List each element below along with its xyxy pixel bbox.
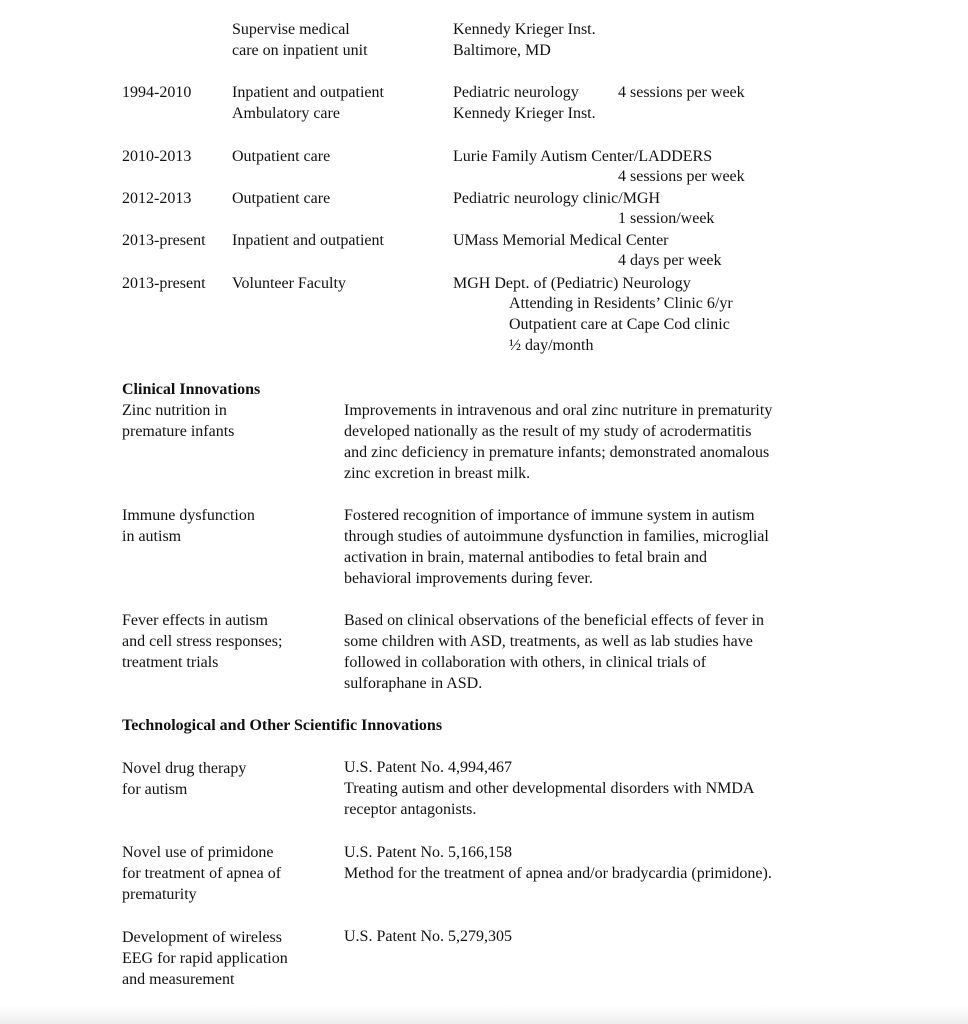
label-line: treatment trials bbox=[122, 654, 219, 671]
innovation-description bbox=[344, 926, 512, 947]
label-line: in autism bbox=[122, 528, 182, 545]
place-line: Pediatric neurology bbox=[453, 84, 579, 101]
description-line: through studies of autoimmune dysfunction in families, microglial bbox=[344, 528, 769, 545]
description-line: Fostered recognition of importance of immune system in autism bbox=[344, 507, 755, 524]
description-line: followed in collaboration with others, in clinical trials of bbox=[344, 654, 707, 671]
description-line: U.S. Patent No. 5,279,305 bbox=[344, 928, 512, 945]
innovation-label bbox=[122, 610, 282, 673]
innovation-description bbox=[344, 610, 764, 694]
page-bottom-edge bbox=[0, 1006, 968, 1024]
employment-role bbox=[232, 19, 368, 61]
role-line: Ambulatory care bbox=[232, 105, 340, 122]
employment-place: UMass Memorial Medical Center bbox=[453, 232, 669, 249]
description-line: activation in brain, maternal antibodies to fetal brain and bbox=[344, 549, 707, 566]
employment-sessions: 4 sessions per week bbox=[618, 84, 745, 101]
innovation-description bbox=[344, 842, 772, 884]
innovation-label bbox=[122, 842, 281, 905]
label-line: prematurity bbox=[122, 886, 197, 903]
innovation-label bbox=[122, 505, 255, 547]
employment-years: 2013-present bbox=[122, 275, 206, 292]
detail-line: Attending in Residents’ Clinic 6/yr bbox=[509, 295, 733, 312]
description-line: receptor antagonists. bbox=[344, 801, 477, 818]
innovation-description bbox=[344, 757, 754, 820]
description-line: Treating autism and other developmental disorders with NMDA bbox=[344, 780, 755, 797]
description-line: Improvements in intravenous and oral zinc nutriture in prematurity bbox=[344, 402, 773, 419]
employment-sessions: 4 days per week bbox=[618, 252, 722, 269]
employment-years: 1994-2010 bbox=[122, 84, 192, 101]
label-line: Development of wireless bbox=[122, 929, 282, 946]
description-line: zinc excretion in breast milk. bbox=[344, 465, 531, 482]
description-line: Based on clinical observations of the beneficial effects of fever in bbox=[344, 612, 764, 629]
employment-sessions: 1 session/week bbox=[618, 210, 715, 227]
description-line: sulforaphane in ASD. bbox=[344, 675, 483, 692]
employment-place: Lurie Family Autism Center/LADDERS bbox=[453, 148, 713, 165]
role-line: Inpatient and outpatient bbox=[232, 84, 384, 101]
employment-years: 2013-present bbox=[122, 232, 206, 249]
description-line: developed nationally as the result of my study of acrodermatitis bbox=[344, 423, 752, 440]
innovation-label bbox=[122, 758, 246, 800]
employment-sessions: 4 sessions per week bbox=[618, 168, 745, 185]
innovation-label bbox=[122, 400, 234, 442]
detail-line: ½ day/month bbox=[509, 337, 594, 354]
place-line: Kennedy Krieger Inst. bbox=[453, 21, 596, 38]
description-line: and zinc deficiency in premature infants; demonstrated anomalous bbox=[344, 444, 770, 461]
label-line: Immune dysfunction bbox=[122, 507, 255, 524]
employment-place bbox=[453, 82, 596, 124]
label-line: EEG for rapid application bbox=[122, 950, 288, 967]
description-line: behavioral improvements during fever. bbox=[344, 570, 593, 587]
section-heading-technological: Technological and Other Scientific Innovations bbox=[122, 717, 443, 734]
employment-place: Pediatric neurology clinic/MGH bbox=[453, 190, 661, 207]
label-line: and cell stress responses; bbox=[122, 633, 283, 650]
employment-role: Inpatient and outpatient bbox=[232, 232, 384, 249]
detail-line: Outpatient care at Cape Cod clinic bbox=[509, 316, 730, 333]
innovation-description bbox=[344, 400, 772, 484]
role-line: Supervise medical bbox=[232, 21, 350, 38]
innovation-description bbox=[344, 505, 769, 589]
employment-place bbox=[453, 19, 596, 61]
innovation-label bbox=[122, 927, 288, 990]
description-line: U.S. Patent No. 5,166,158 bbox=[344, 844, 512, 861]
employment-role bbox=[232, 82, 384, 124]
employment-details bbox=[509, 293, 733, 356]
section-heading-clinical: Clinical Innovations bbox=[122, 381, 261, 398]
label-line: for autism bbox=[122, 781, 188, 798]
place-line: Kennedy Krieger Inst. bbox=[453, 105, 596, 122]
description-line: Method for the treatment of apnea and/or bradycardia (primidone). bbox=[344, 865, 772, 882]
place-line: Baltimore, MD bbox=[453, 42, 551, 59]
label-line: for treatment of apnea of bbox=[122, 865, 282, 882]
label-line: Novel use of primidone bbox=[122, 844, 274, 861]
description-line: U.S. Patent No. 4,994,467 bbox=[344, 759, 512, 776]
employment-years: 2010-2013 bbox=[122, 148, 192, 165]
label-line: Zinc nutrition in bbox=[122, 402, 227, 419]
employment-place: MGH Dept. of (Pediatric) Neurology bbox=[453, 275, 691, 292]
label-line: premature infants bbox=[122, 423, 235, 440]
employment-role: Outpatient care bbox=[232, 148, 331, 165]
employment-years: 2012-2013 bbox=[122, 190, 192, 207]
label-line: Novel drug therapy bbox=[122, 760, 247, 777]
label-line: Fever effects in autism bbox=[122, 612, 268, 629]
label-line: and measurement bbox=[122, 971, 235, 988]
description-line: some children with ASD, treatments, as well as lab studies have bbox=[344, 633, 753, 650]
role-line: care on inpatient unit bbox=[232, 42, 368, 59]
employment-role: Volunteer Faculty bbox=[232, 275, 346, 292]
employment-role: Outpatient care bbox=[232, 190, 331, 207]
